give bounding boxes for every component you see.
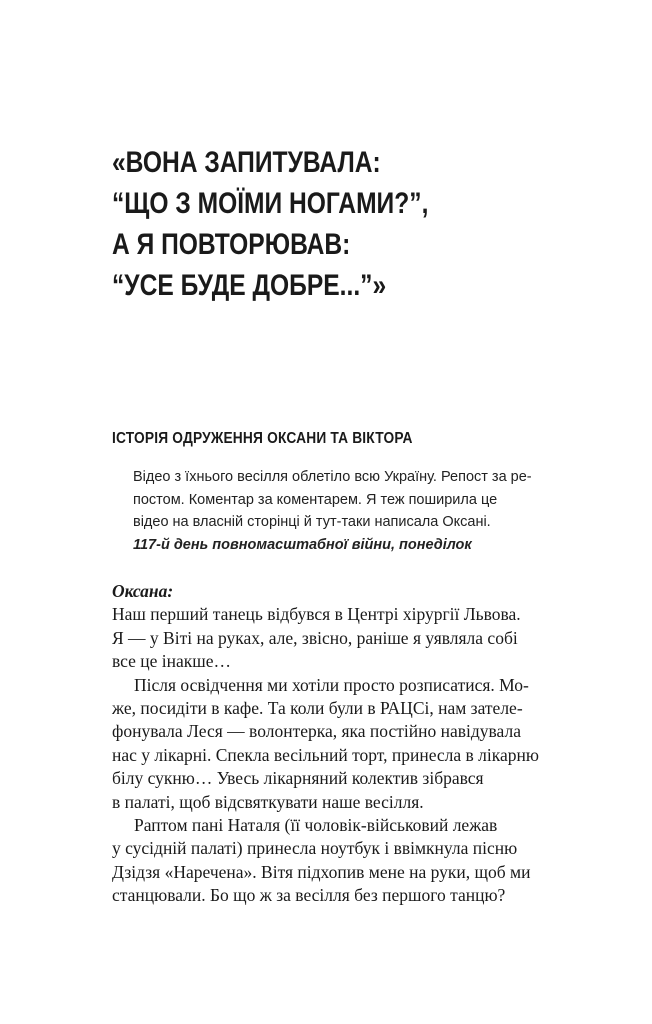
body-line: станцювали. Бо що ж за весілля без першого танцю? [112,885,506,906]
intro-line: постом. Коментар за коментарем. Я теж поширила це [133,491,498,508]
body-line: фонувала Леся — волонтерка, яка постійно навідувала [112,721,521,742]
body-line: Наш перший танець відбувся в Центрі хірургії Львова. [112,604,521,625]
body-line: Раптом пані Наталя (її чоловік-військовий лежав [134,815,498,836]
body-line: Дзідзя «Наречена». Вітя підхопив мене на руки, щоб ми [112,861,531,882]
body-line: у сусідній палаті) принесла ноутбук і ввімкнула пісню [112,838,518,859]
body-line: Я — у Віті на руках, але, звісно, раніше я уявляла собі [112,627,518,648]
intro-date: 117-й день повномасштабної війни, понеділок [133,536,472,553]
chapter-subtitle: ІСТОРІЯ ОДРУЖЕННЯ ОКСАНИ ТА ВІКТОРА [112,430,413,447]
chapter-title [112,142,497,306]
body-line: Після освідчення ми хотіли просто розписатися. Мо- [134,674,529,695]
chapter-title-line: «ВОНА ЗАПИТУВАЛА: [112,146,381,179]
chapter-title-line: “УСЕ БУДЕ ДОБРЕ...”» [112,269,387,302]
body-line: білу сукню… Увесь лікарняний колектив зібрався [112,768,484,789]
body-text [112,580,582,908]
intro-paragraph [133,466,573,556]
chapter-title-line: “ЩО З МОЇМИ НОГАМИ?”, [112,187,429,220]
body-line: в палаті, щоб відсвяткувати наше весілля. [112,791,424,812]
speaker-name: Оксана: [112,581,174,601]
body-line: же, посидіти в кафе. Та коли були в РАЦСі, нам зателе- [112,698,523,719]
body-line: нас у лікарні. Спекла весільний торт, принесла в лікарню [112,744,539,765]
intro-line: Відео з їхнього весілля облетіло всю Україну. Репост за ре- [133,469,532,485]
intro-line: відео на власній сторінці й тут-таки написала Оксані. [133,514,491,530]
body-line: все це інакше… [112,651,232,672]
chapter-title-line: А Я ПОВТОРЮВАВ: [112,228,351,261]
